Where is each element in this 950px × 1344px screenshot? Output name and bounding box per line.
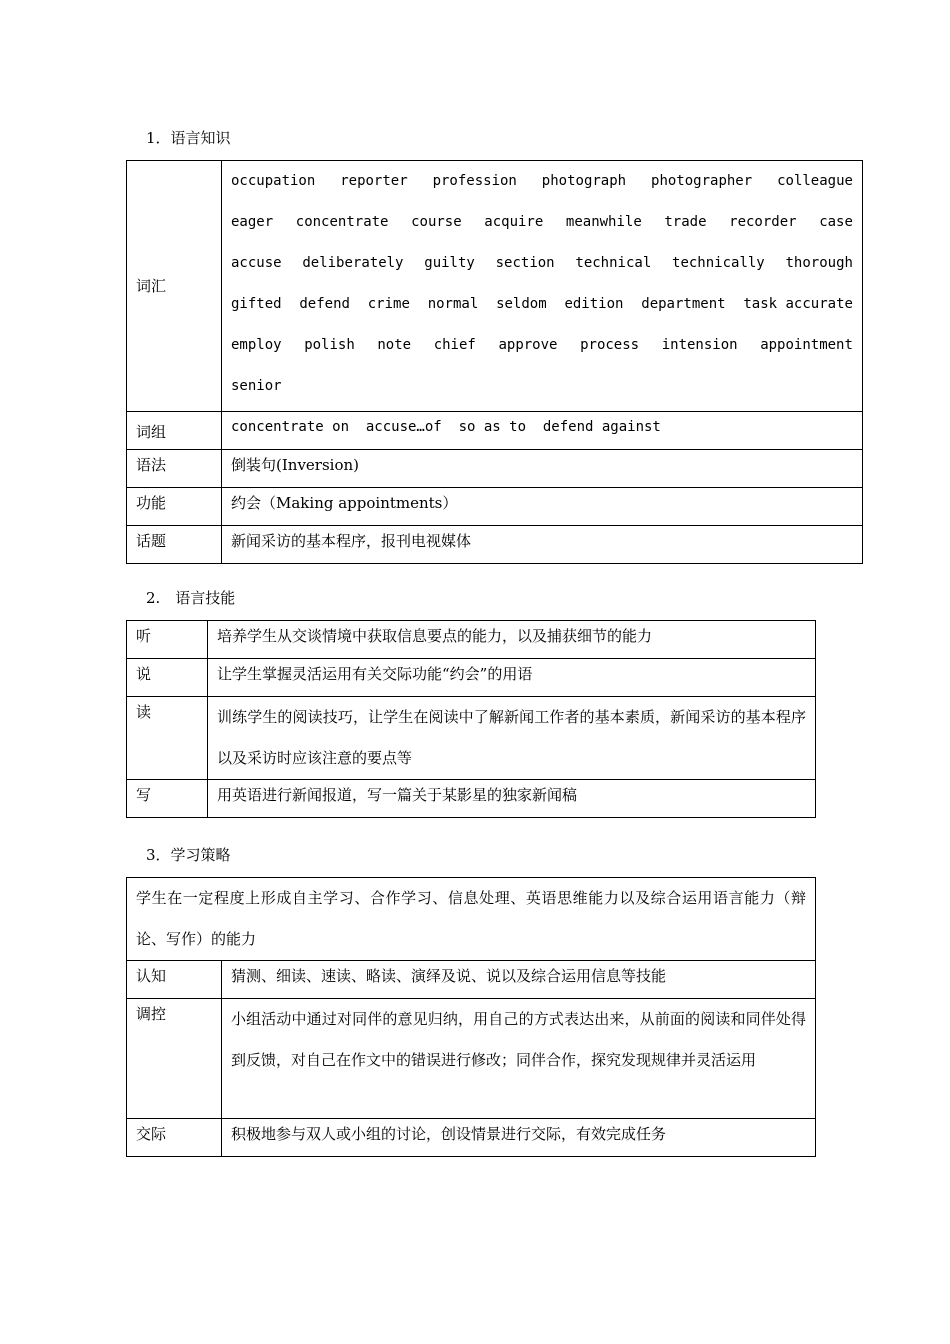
vocab-word: technical <box>575 255 652 271</box>
row-label: 词组 <box>127 412 222 450</box>
vocab-word: intension <box>661 337 738 353</box>
phrases-content: concentrate on accuse…of so as to defend against <box>222 412 863 450</box>
strategies-intro: 学生在一定程度上形成自主学习、合作学习、信息处理、英语思维能力以及综合运用语言能力（辩论、写作）的能力 <box>127 878 816 961</box>
vocab-word: department <box>641 296 726 312</box>
vocab-row <box>127 161 863 412</box>
intro-row <box>127 878 816 961</box>
vocab-line <box>231 161 853 202</box>
learning-strategies-table <box>126 877 816 1157</box>
section-3-heading: 3．学习策略 <box>146 846 231 864</box>
cognition-content: 猜测、细读、速读、略读、演绎及说、说以及综合运用信息等技能 <box>222 961 816 999</box>
vocab-word: colleague <box>777 173 853 189</box>
topic-content: 新闻采访的基本程序，报刊电视媒体 <box>222 526 863 564</box>
table-row <box>127 621 816 659</box>
table-row <box>127 999 816 1119</box>
vocab-word: normal <box>427 296 479 312</box>
table-row <box>127 659 816 697</box>
vocab-word: polish <box>304 337 355 353</box>
row-label: 调控 <box>127 999 222 1119</box>
vocab-word: gifted <box>231 296 282 312</box>
table-row <box>127 961 816 999</box>
table-row <box>127 488 863 526</box>
vocab-word: photographer <box>651 173 753 189</box>
vocab-word: edition <box>564 296 624 312</box>
section-1-heading: 1．语言知识 <box>146 129 231 147</box>
section-2-heading: 2. 语言技能 <box>146 589 236 607</box>
vocab-word: eager <box>231 214 274 230</box>
vocab-word: accuse <box>231 255 282 271</box>
vocab-word: crime <box>367 296 410 312</box>
table-row <box>127 526 863 564</box>
table-row <box>127 450 863 488</box>
vocab-word: photograph <box>541 173 627 189</box>
row-label: 交际 <box>127 1119 222 1157</box>
vocab-word: trade <box>664 214 707 230</box>
vocab-line <box>231 243 853 284</box>
vocab-word: defend <box>299 296 350 312</box>
vocab-word: process <box>580 337 640 353</box>
vocab-word: section <box>495 255 555 271</box>
vocab-word: concentrate <box>295 214 389 230</box>
vocab-word: course <box>411 214 462 230</box>
vocab-word: deliberately <box>302 255 404 271</box>
vocab-word: technically <box>672 255 765 271</box>
vocab-line <box>231 325 853 366</box>
vocab-word: guilty <box>424 255 475 271</box>
vocab-word: occupation <box>231 173 316 189</box>
row-label: 读 <box>127 697 208 780</box>
writing-content: 用英语进行新闻报道，写一篇关于某影星的独家新闻稿 <box>208 780 816 818</box>
vocab-word: reporter <box>340 173 408 189</box>
vocab-word: note <box>377 337 412 353</box>
language-skills-table <box>126 620 816 818</box>
table-row <box>127 1119 816 1157</box>
vocab-word: seldom <box>496 296 547 312</box>
vocab-word: recorder <box>729 214 797 230</box>
vocab-word: meanwhile <box>565 214 642 230</box>
row-label: 认知 <box>127 961 222 999</box>
vocab-word: chief <box>433 337 476 353</box>
vocab-word: profession <box>432 173 517 189</box>
vocab-word: task accurate <box>743 296 853 312</box>
vocab-word: senior <box>231 378 282 394</box>
table-row <box>127 697 816 780</box>
row-label: 功能 <box>127 488 222 526</box>
row-label: 话题 <box>127 526 222 564</box>
vocab-word: appointment <box>760 337 853 353</box>
table-row <box>127 780 816 818</box>
vocab-label: 词汇 <box>127 161 222 412</box>
function-content: 约会（Making appointments） <box>222 488 863 526</box>
row-label: 听 <box>127 621 208 659</box>
language-knowledge-table <box>126 160 863 564</box>
listening-content: 培养学生从交谈情境中获取信息要点的能力，以及捕获细节的能力 <box>208 621 816 659</box>
vocab-word: approve <box>498 337 558 353</box>
row-label: 语法 <box>127 450 222 488</box>
speaking-content: 让学生掌握灵活运用有关交际功能“约会”的用语 <box>208 659 816 697</box>
vocab-word: employ <box>231 337 282 353</box>
row-label: 写 <box>127 780 208 818</box>
vocab-line <box>231 284 853 325</box>
grammar-content: 倒装句(Inversion) <box>222 450 863 488</box>
table-row <box>127 412 863 450</box>
vocab-line <box>231 202 853 243</box>
regulation-content: 小组活动中通过对同伴的意见归纳，用自己的方式表达出来，从前面的阅读和同伴处得到反馈，对自己在作文中的错误进行修改；同伴合作，探究发现规律并灵活运用 <box>222 999 816 1119</box>
row-label: 说 <box>127 659 208 697</box>
reading-content: 训练学生的阅读技巧，让学生在阅读中了解新闻工作者的基本素质，新闻采访的基本程序以及采访时应该注意的要点等 <box>208 697 816 780</box>
vocab-word: case <box>819 214 853 230</box>
vocab-word: acquire <box>484 214 544 230</box>
vocab-line <box>231 366 853 407</box>
vocab-cell <box>222 161 863 412</box>
vocab-word: thorough <box>785 255 853 271</box>
communication-content: 积极地参与双人或小组的讨论，创设情景进行交际，有效完成任务 <box>222 1119 816 1157</box>
